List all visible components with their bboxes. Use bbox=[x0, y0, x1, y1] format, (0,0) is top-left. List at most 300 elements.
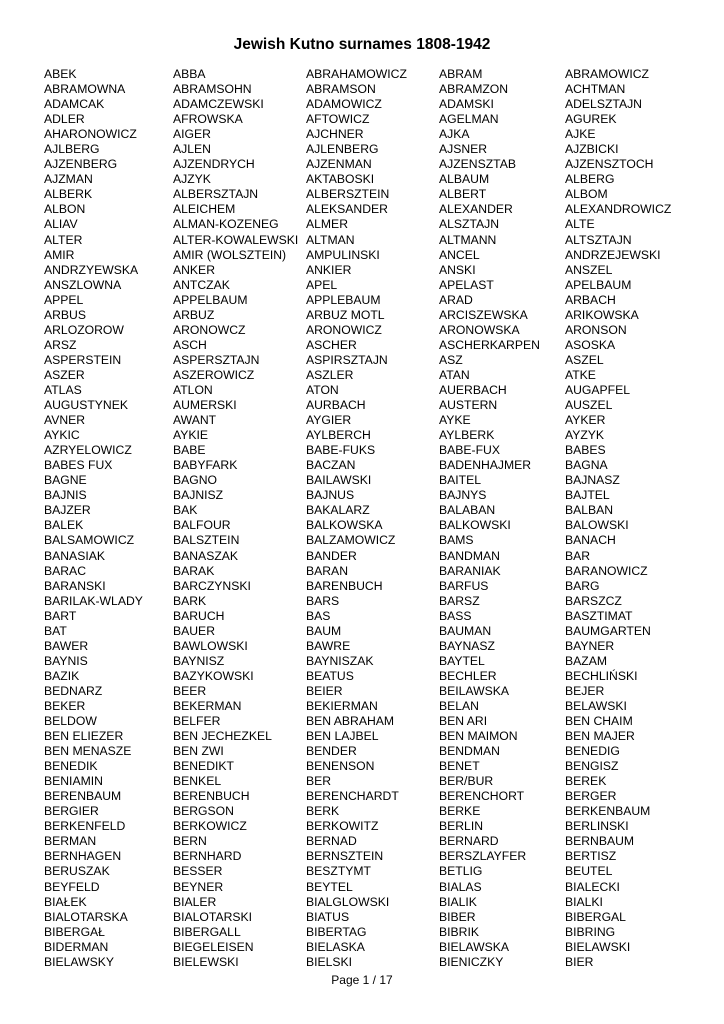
surname-cell: BEKER bbox=[44, 698, 86, 713]
surname-cell: ASCH bbox=[173, 337, 207, 352]
surname-cell: BEN JECHEZKEL bbox=[173, 729, 272, 744]
surname-cell: ALMAN-KOZENEG bbox=[173, 217, 279, 232]
surname-cell: BERNBAUM bbox=[565, 834, 635, 849]
surname-cell: BEN MAJER bbox=[565, 729, 635, 744]
surname-cell: ARBACH bbox=[565, 292, 616, 307]
surname-cell: ABRAMSOHN bbox=[173, 82, 252, 97]
surname-cell: BERENBAUM bbox=[44, 789, 122, 804]
surname-cell: ASZER bbox=[44, 367, 85, 382]
surname-cell: BERKOWITZ bbox=[306, 819, 379, 834]
surname-cell: BIENICZKY bbox=[439, 954, 504, 969]
surname-cell: BAWRE bbox=[306, 638, 351, 653]
surname-cell: ASOSKA bbox=[565, 337, 616, 352]
surname-cell: AJKE bbox=[565, 127, 596, 142]
surname-cell: BARS bbox=[306, 593, 340, 608]
surname-cell: ADELSZTAJN bbox=[565, 97, 642, 112]
surname-cell: BEYFELD bbox=[44, 879, 100, 894]
surname-cell: BENIAMIN bbox=[44, 774, 103, 789]
surname-cell: BEIER bbox=[306, 683, 343, 698]
surname-cell: AMPULINSKI bbox=[306, 247, 380, 262]
surname-cell: ARBUZ MOTL bbox=[306, 307, 385, 322]
surname-cell: AJZENSZTAB bbox=[439, 157, 516, 172]
surname-cell: AJLBERG bbox=[44, 142, 100, 157]
surname-cell: BAYNISZAK bbox=[306, 653, 374, 668]
surname-cell: ALTER-KOWALEWSKI bbox=[173, 232, 299, 247]
surname-cell: BEYNER bbox=[173, 879, 224, 894]
surname-cell: ATLAS bbox=[44, 382, 82, 397]
surname-cell: BANDER bbox=[306, 548, 357, 563]
surname-cell: BAYTEL bbox=[439, 653, 485, 668]
surname-cell: BERNHARD bbox=[173, 849, 242, 864]
surname-cell: BAYNASZ bbox=[439, 638, 495, 653]
surname-cell: BAT bbox=[44, 623, 67, 638]
surname-cell: BERLINSKI bbox=[565, 819, 629, 834]
surname-cell: BARANSKI bbox=[44, 578, 106, 593]
surname-cell: BALOWSKI bbox=[565, 518, 629, 533]
surname-cell: BIBERTAG bbox=[306, 924, 367, 939]
surname-cell: ALTSZTAJN bbox=[565, 232, 632, 247]
surname-cell: BENKEL bbox=[173, 774, 222, 789]
surname-cell: BEN MAIMON bbox=[439, 729, 518, 744]
surname-cell: BAK bbox=[173, 503, 198, 518]
surname-cell: BAJTEL bbox=[565, 488, 610, 503]
surname-cell: BEREK bbox=[565, 774, 607, 789]
surname-cell: BEUTEL bbox=[565, 864, 613, 879]
surname-cell: BERENCHORT bbox=[439, 789, 525, 804]
surname-cell: BABYFARK bbox=[173, 458, 238, 473]
surname-cell: BEER bbox=[173, 683, 207, 698]
surname-cell: ANSZLOWNA bbox=[44, 277, 122, 292]
surname-cell: BERK bbox=[306, 804, 340, 819]
surname-cell: BAJNUS bbox=[306, 488, 355, 503]
surname-cell: BALKOWSKA bbox=[306, 518, 383, 533]
surname-cell: ASZEROWICZ bbox=[173, 367, 255, 382]
surname-cell: ARONOWCZ bbox=[173, 322, 246, 337]
surname-cell: APELAST bbox=[439, 277, 494, 292]
surname-cell: BERSZLAYFER bbox=[439, 849, 527, 864]
surname-cell: BAJNASZ bbox=[565, 473, 620, 488]
surname-cell: BAUER bbox=[173, 623, 215, 638]
surname-cell: ASPERSZTAJN bbox=[173, 352, 260, 367]
surname-cell: BADENHAJMER bbox=[439, 458, 532, 473]
surname-cell: AJZBICKI bbox=[565, 142, 619, 157]
surname-cell: BENEDIK bbox=[44, 759, 98, 774]
surname-cell: BAITEL bbox=[439, 473, 481, 488]
surname-cell: ANKER bbox=[173, 262, 215, 277]
surname-cell: AUMERSKI bbox=[173, 398, 237, 413]
surname-cell: BERNARD bbox=[439, 834, 499, 849]
surname-cell: AZRYELOWICZ bbox=[44, 443, 132, 458]
surname-cell: ARIKOWSKA bbox=[565, 307, 639, 322]
surname-cell: ABRAMOWNA bbox=[44, 82, 126, 97]
surname-cell: ANSZEL bbox=[565, 262, 613, 277]
surname-cell: BARUCH bbox=[173, 608, 225, 623]
surname-cell: ABEK bbox=[44, 67, 77, 81]
surname-cell: ANCEL bbox=[439, 247, 480, 262]
surname-cell: BAWER bbox=[44, 638, 89, 653]
surname-cell: BALSZTEIN bbox=[173, 533, 240, 548]
surname-cell: AYKE bbox=[439, 413, 471, 428]
surname-cell: BIBRIK bbox=[439, 924, 479, 939]
surname-cell: BENET bbox=[439, 759, 480, 774]
surname-cell: AJZENBERG bbox=[44, 157, 118, 172]
surname-cell: ARBUS bbox=[44, 307, 86, 322]
surname-cell: BAUMGARTEN bbox=[565, 623, 651, 638]
surname-cell: ALTMANN bbox=[439, 232, 497, 247]
surname-cell: ANSKI bbox=[439, 262, 476, 277]
surname-cell: AYLBERK bbox=[439, 428, 495, 443]
surname-cell: AHARONOWICZ bbox=[44, 127, 137, 142]
surname-cell: BER/BUR bbox=[439, 774, 494, 789]
surname-cell: AJZENSZTOCH bbox=[565, 157, 654, 172]
surname-cell: AJKA bbox=[439, 127, 470, 142]
surname-cell: AMIR (WOLSZTEIN) bbox=[173, 247, 287, 262]
surname-cell: AYGIER bbox=[306, 413, 352, 428]
surname-cell: BASZTIMAT bbox=[565, 608, 633, 623]
surname-cell: ADAMOWICZ bbox=[306, 97, 382, 112]
surname-cell: BIBER bbox=[439, 909, 476, 924]
surname-cell: ALTMAN bbox=[306, 232, 355, 247]
surname-cell: BARAC bbox=[44, 563, 86, 578]
surname-cell: BAKALARZ bbox=[306, 503, 370, 518]
surname-cell: BERENBUCH bbox=[173, 789, 250, 804]
surname-cell: BALABAN bbox=[439, 503, 496, 518]
surname-cell: BALSAMOWICZ bbox=[44, 533, 135, 548]
surname-cell: BIALOTARSKA bbox=[44, 909, 128, 924]
surname-cell: BAGNA bbox=[565, 458, 608, 473]
surname-cell: AGELMAN bbox=[439, 112, 499, 127]
surname-cell: BECHLER bbox=[439, 668, 497, 683]
surname-cell: BERKENBAUM bbox=[565, 804, 651, 819]
surname-cell: BAJNISZ bbox=[173, 488, 224, 503]
surname-cell: BIDERMAN bbox=[44, 939, 109, 954]
surname-cell: BEATUS bbox=[306, 668, 354, 683]
page-number: Page 1 / 17 bbox=[331, 973, 393, 987]
surname-cell: BAS bbox=[306, 608, 331, 623]
surname-cell: BIALAS bbox=[439, 879, 482, 894]
surname-cell: BAYNIS bbox=[44, 653, 88, 668]
surname-cell: APPELBAUM bbox=[173, 292, 248, 307]
surname-cell: ARLOZOROW bbox=[44, 322, 124, 337]
surname-cell: BETLIG bbox=[439, 864, 483, 879]
surname-cell: BIBERGAŁ bbox=[44, 924, 105, 939]
surname-cell: ABBA bbox=[173, 67, 206, 81]
surname-cell: BAJNIS bbox=[44, 488, 87, 503]
surname-cell: AJLENBERG bbox=[306, 142, 379, 157]
surname-cell: BERENCHARDT bbox=[306, 789, 399, 804]
surname-cell: AUERBACH bbox=[439, 382, 507, 397]
surname-cell: ALEICHEM bbox=[173, 202, 236, 217]
surname-cell: BERNHAGEN bbox=[44, 849, 122, 864]
surname-cell: BAUM bbox=[306, 623, 342, 638]
surname-cell: BAZIK bbox=[44, 668, 80, 683]
page-title: Jewish Kutno surnames 1808-1942 bbox=[233, 36, 491, 53]
surname-cell: AUGAPFEL bbox=[565, 382, 631, 397]
surname-cell: BANASZAK bbox=[173, 548, 239, 563]
surname-cell: BESZTYMT bbox=[306, 864, 372, 879]
surname-cell: AGUREK bbox=[565, 112, 617, 127]
surname-cell: BARILAK-WLADY bbox=[44, 593, 143, 608]
surname-cell: AKTABOSKI bbox=[306, 172, 375, 187]
surname-cell: BER bbox=[306, 774, 332, 789]
surname-cell: BALBAN bbox=[565, 503, 614, 518]
surname-cell: AJZYK bbox=[173, 172, 211, 187]
surname-cell: AURBACH bbox=[306, 398, 366, 413]
surname-cell: BERKENFELD bbox=[44, 819, 126, 834]
surname-cell: BEN ARI bbox=[439, 714, 488, 729]
surname-cell: BAGNE bbox=[44, 473, 87, 488]
surname-cell: AUSTERN bbox=[439, 398, 498, 413]
surname-cell: BERNSZTEIN bbox=[306, 849, 384, 864]
surname-cell: ALEKSANDER bbox=[306, 202, 388, 217]
surname-cell: BEILAWSKA bbox=[439, 683, 509, 698]
surname-cell: AYZYK bbox=[565, 428, 605, 443]
surname-cell: ASPIRSZTAJN bbox=[306, 352, 388, 367]
surname-cell: BERMAN bbox=[44, 834, 97, 849]
surname-cell: BEN MENASZE bbox=[44, 744, 132, 759]
surname-cell: AUGUSTYNEK bbox=[44, 398, 128, 413]
surname-cell: ASPERSTEIN bbox=[44, 352, 122, 367]
surname-cell: BALZAMOWICZ bbox=[306, 533, 396, 548]
surname-cell: BERLIN bbox=[439, 819, 484, 834]
surname-cell: AIGER bbox=[173, 127, 211, 142]
surname-cell: ABRAHAMOWICZ bbox=[306, 67, 407, 81]
surname-cell: AYKIC bbox=[44, 428, 80, 443]
surname-cell: AJLEN bbox=[173, 142, 211, 157]
surname-cell: ALBON bbox=[44, 202, 86, 217]
surname-cell: BELDOW bbox=[44, 714, 97, 729]
surname-cell: BERTISZ bbox=[565, 849, 617, 864]
surname-cell: ABRAMSON bbox=[306, 82, 376, 97]
surname-cell: BAGNO bbox=[173, 473, 218, 488]
surname-cell: BAYNISZ bbox=[173, 653, 225, 668]
surname-cell: BARFUS bbox=[439, 578, 489, 593]
surname-cell: BIELSKI bbox=[306, 954, 353, 969]
surname-cell: BARK bbox=[173, 593, 207, 608]
surname-cell: BART bbox=[44, 608, 77, 623]
surname-cell: BERGER bbox=[565, 789, 617, 804]
surname-cell: ANDRZEJEWSKI bbox=[565, 247, 661, 262]
surname-cell: AJCHNER bbox=[306, 127, 364, 142]
surname-cell: ASCHER bbox=[306, 337, 357, 352]
surname-cell: BEYTEL bbox=[306, 879, 353, 894]
surname-cell: ALBAUM bbox=[439, 172, 490, 187]
surname-cell: BARSZCZ bbox=[565, 593, 622, 608]
surname-cell: ALBERG bbox=[565, 172, 615, 187]
surname-cell: ADAMSKI bbox=[439, 97, 494, 112]
surname-cell: BIBERGAL bbox=[565, 909, 626, 924]
surname-cell: AYKIE bbox=[173, 428, 208, 443]
surname-cell: BIBERGALL bbox=[173, 924, 241, 939]
surname-cell: BERKOWICZ bbox=[173, 819, 247, 834]
surname-cell: BALKOWSKI bbox=[439, 518, 511, 533]
surname-cell: BAMS bbox=[439, 533, 474, 548]
surname-cell: BIALECKI bbox=[565, 879, 620, 894]
surname-cell: APPLEBAUM bbox=[306, 292, 381, 307]
surname-cell: BARG bbox=[565, 578, 600, 593]
surname-cell: BEN ZWI bbox=[173, 744, 224, 759]
surname-cell: AJSNER bbox=[439, 142, 488, 157]
surname-cell: ALIAV bbox=[44, 217, 78, 232]
surname-cell: BERNAD bbox=[306, 834, 357, 849]
surname-cell: AJZENMAN bbox=[306, 157, 372, 172]
surname-cell: ASZEL bbox=[565, 352, 604, 367]
surname-cell: BAZAM bbox=[565, 653, 607, 668]
surname-cell: ATKE bbox=[565, 367, 596, 382]
surname-cell: AYLBERCH bbox=[306, 428, 371, 443]
surname-cell: BARANIAK bbox=[439, 563, 501, 578]
surname-cell: BALFOUR bbox=[173, 518, 231, 533]
surname-cell: BENGISZ bbox=[565, 759, 619, 774]
surname-cell: BABE bbox=[173, 443, 206, 458]
surname-cell: AWANT bbox=[173, 413, 217, 428]
surname-cell: ABRAMZON bbox=[439, 82, 509, 97]
surname-cell: ASZLER bbox=[306, 367, 354, 382]
surname-cell: ANDRZYEWSKA bbox=[44, 262, 139, 277]
surname-cell: ADAMCZEWSKI bbox=[173, 97, 264, 112]
surname-cell: BAILAWSKI bbox=[306, 473, 372, 488]
surname-cell: ARCISZEWSKA bbox=[439, 307, 528, 322]
surname-cell: BIALIK bbox=[439, 894, 477, 909]
surname-cell: BERUSZAK bbox=[44, 864, 110, 879]
surname-cell: BARSZ bbox=[439, 593, 480, 608]
surname-cell: BAJNYS bbox=[439, 488, 487, 503]
surname-cell: ARAD bbox=[439, 292, 473, 307]
surname-cell: BEJER bbox=[565, 683, 605, 698]
surname-cell: ALBOM bbox=[565, 187, 608, 202]
surname-cell: AYKER bbox=[565, 413, 606, 428]
surname-cell: BIALER bbox=[173, 894, 217, 909]
surname-cell: ALTER bbox=[44, 232, 83, 247]
surname-cell: BAWLOWSKI bbox=[173, 638, 248, 653]
surname-cell: ALTE bbox=[565, 217, 595, 232]
surname-cell: APEL bbox=[306, 277, 338, 292]
surname-cell: AFTOWICZ bbox=[306, 112, 370, 127]
surname-cell: ABRAM bbox=[439, 67, 483, 81]
surname-cell: ADAMCAK bbox=[44, 97, 105, 112]
surname-cell: BERN bbox=[173, 834, 207, 849]
surname-cell: ARONSON bbox=[565, 322, 627, 337]
surname-cell: BELFER bbox=[173, 714, 221, 729]
surname-cell: ATLON bbox=[173, 382, 213, 397]
surname-cell: BIELAWSKY bbox=[44, 954, 114, 969]
surname-cell: BANASIAK bbox=[44, 548, 105, 563]
surname-cell: ARBUZ bbox=[173, 307, 215, 322]
surname-cell: ALBERSZTAJN bbox=[173, 187, 259, 202]
surname-cell: AVNER bbox=[44, 413, 86, 428]
surname-cell: ATAN bbox=[439, 367, 470, 382]
surname-cell: ARONOWICZ bbox=[306, 322, 382, 337]
surname-cell: BENDMAN bbox=[439, 744, 500, 759]
surname-cell: BANDMAN bbox=[439, 548, 500, 563]
surname-cell: BENENSON bbox=[306, 759, 375, 774]
surname-cell: BESSER bbox=[173, 864, 223, 879]
surname-cell: BIELAWSKI bbox=[565, 939, 631, 954]
surname-cell: ARSZ bbox=[44, 337, 77, 352]
surname-cell: BIELEWSKI bbox=[173, 954, 239, 969]
surname-cell: ALEXANDROWICZ bbox=[565, 202, 672, 217]
surname-cell: BEDNARZ bbox=[44, 683, 103, 698]
surname-cell: BAR bbox=[565, 548, 591, 563]
surname-cell: BACZAN bbox=[306, 458, 356, 473]
surname-cell: AUSZEL bbox=[565, 398, 613, 413]
surname-cell: ATON bbox=[306, 382, 339, 397]
surname-cell: BABES bbox=[565, 443, 606, 458]
surname-cell: BAYNER bbox=[565, 638, 615, 653]
surname-cell: BEN LAJBEL bbox=[306, 729, 379, 744]
surname-cell: APELBAUM bbox=[565, 277, 632, 292]
surname-cell: AMIR bbox=[44, 247, 75, 262]
surname-cell: BERGIER bbox=[44, 804, 99, 819]
surname-cell: BIALOTARSKI bbox=[173, 909, 253, 924]
surname-cell: ASCHERKARPEN bbox=[439, 337, 540, 352]
surname-cell: ALBERT bbox=[439, 187, 487, 202]
surname-cell: BELAN bbox=[439, 698, 479, 713]
surname-cell: BIALKI bbox=[565, 894, 603, 909]
surname-cell: ANKIER bbox=[306, 262, 352, 277]
surname-cell: BENEDIG bbox=[565, 744, 620, 759]
surname-cell: BIER bbox=[565, 954, 594, 969]
surname-cell: AFROWSKA bbox=[173, 112, 243, 127]
surname-cell: BENEDIKT bbox=[173, 759, 234, 774]
surname-cell: BEN CHAIM bbox=[565, 714, 633, 729]
surname-cell: BABE-FUKS bbox=[306, 443, 376, 458]
surname-cell: ALMER bbox=[306, 217, 348, 232]
surname-cell: BAUMAN bbox=[439, 623, 492, 638]
surname-cell: AJZMAN bbox=[44, 172, 93, 187]
surname-cell: BECHLIŃSKI bbox=[565, 668, 638, 683]
surname-cell: BIATUS bbox=[306, 909, 350, 924]
surname-cell: BANACH bbox=[565, 533, 616, 548]
surname-cell: ALSZTAJN bbox=[439, 217, 500, 232]
surname-cell: BIAŁEK bbox=[44, 894, 87, 909]
surname-cell: BALEK bbox=[44, 518, 84, 533]
surname-cell: BIEGELEISEN bbox=[173, 939, 254, 954]
surname-cell: BARAN bbox=[306, 563, 348, 578]
surname-cell: BABE-FUX bbox=[439, 443, 500, 458]
surname-cell: BASS bbox=[439, 608, 472, 623]
surname-cell: ALBERSZTEIN bbox=[306, 187, 390, 202]
surname-cell: ASZ bbox=[439, 352, 463, 367]
surname-cell: BEKIERMAN bbox=[306, 698, 378, 713]
surname-cell: BENDER bbox=[306, 744, 357, 759]
surname-cell: BIELASKA bbox=[306, 939, 365, 954]
surname-cell: BABES FUX bbox=[44, 458, 113, 473]
surname-cell: ADLER bbox=[44, 112, 85, 127]
surname-cell: BERGSON bbox=[173, 804, 234, 819]
surname-cell: BARAK bbox=[173, 563, 215, 578]
surname-cell: APPEL bbox=[44, 292, 84, 307]
surname-cell: BERKE bbox=[439, 804, 481, 819]
surname-cell: BIELAWSKA bbox=[439, 939, 509, 954]
surname-cell: BIALGLOWSKI bbox=[306, 894, 390, 909]
surname-cell: BARENBUCH bbox=[306, 578, 383, 593]
surname-cell: BAJZER bbox=[44, 503, 91, 518]
surname-cell: BIBRING bbox=[565, 924, 616, 939]
surname-cell: BARCZYNSKI bbox=[173, 578, 251, 593]
surname-cell: BEN ELIEZER bbox=[44, 729, 124, 744]
surname-cell: BEKERMAN bbox=[173, 698, 242, 713]
surname-cell: ANTCZAK bbox=[173, 277, 230, 292]
surname-cell: ALBERK bbox=[44, 187, 93, 202]
surname-cell: BARANOWICZ bbox=[565, 563, 648, 578]
surname-cell: AJZENDRYCH bbox=[173, 157, 255, 172]
surname-cell: ARONOWSKA bbox=[439, 322, 520, 337]
surname-cell: ALEXANDER bbox=[439, 202, 513, 217]
surname-cell: ABRAMOWICZ bbox=[565, 67, 649, 81]
surname-cell: BAZYKOWSKI bbox=[173, 668, 254, 683]
surname-cell: ACHTMAN bbox=[565, 82, 626, 97]
